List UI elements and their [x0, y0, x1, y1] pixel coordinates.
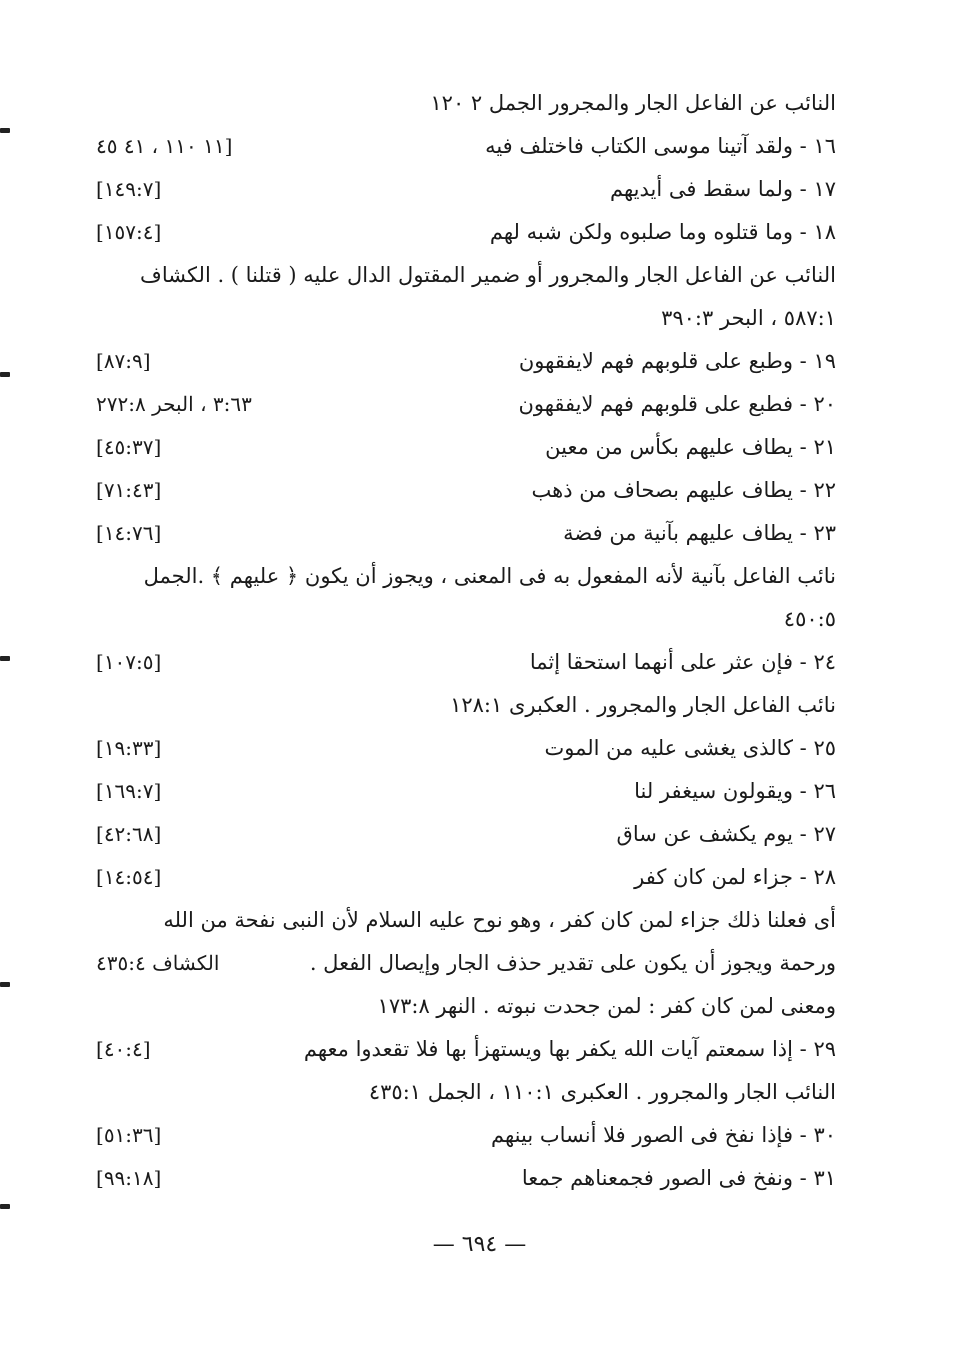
scan-edge-mark — [0, 982, 10, 987]
verse-text: ٢٩ - إذا سمعتم آيات الله يكفر بها ويستهزأ بها فلا تقعدوا معهم — [303, 1037, 836, 1061]
verse-entry — [96, 125, 836, 168]
verse-reference: [٤٥:٣٧] — [96, 435, 162, 459]
verse-text: ١٨ - وما قتلوه وما صلبوه ولكن شبه لهم — [489, 220, 836, 244]
verse-reference: [٤٢:٦٨] — [96, 822, 162, 846]
verse-reference: [٩٩:١٨] — [96, 1166, 162, 1190]
verse-text: ٢٠ - فطبع على قلوبهم فهم لايفقهون — [518, 392, 836, 416]
commentary-line: النائب الجار والمجرور . العكبرى ١١٠:١ ، الجمل ٤٣٥:١ — [368, 1080, 836, 1104]
page-number: — ٦٩٤ — — [432, 1232, 527, 1257]
verse-entry — [96, 168, 836, 211]
commentary-source: الكشاف ٤٣٥:٤ — [96, 951, 220, 975]
verse-entry — [96, 1114, 836, 1157]
verse-reference: [٥١:٣٦] — [96, 1123, 162, 1147]
verse-reference: [١٥٧:٤] — [96, 220, 162, 244]
verse-entry — [96, 856, 836, 899]
verse-reference: ٣:٦٣ ، البحر ٢٧٢:٨ — [96, 392, 252, 416]
commentary-line — [96, 942, 836, 985]
verse-text: ٢٤ - فإن عثر على أنهما استحقا إثما — [529, 650, 836, 674]
commentary-text: ورحمة ويجوز أن يكون على تقدير حذف الجار وإيصال الفعل . — [309, 951, 836, 975]
verse-reference: [١٦٩:٧] — [96, 779, 162, 803]
commentary-line: ومعنى لمن كان كفر : لمن جحدت نبوته . النهر ١٧٣:٨ — [377, 994, 836, 1018]
verse-reference: [١٤:٥٤] — [96, 865, 162, 889]
scan-edge-mark — [0, 372, 10, 377]
verse-text: ٢٨ - جزاء لمن كان كفر — [634, 865, 836, 889]
verse-reference: [١٤:٧٦] — [96, 521, 162, 545]
verse-entry — [96, 211, 836, 254]
verse-entry — [96, 340, 836, 383]
verse-text: ١٧ - ولما سقط فى أيديهم — [609, 177, 836, 201]
verse-entry — [96, 426, 836, 469]
verse-text: ٢٢ - يطاف عليهم بصحاف من ذهب — [531, 478, 836, 502]
scan-edge-mark — [0, 1204, 10, 1209]
verse-entry — [96, 512, 836, 555]
verse-reference: [٤٠:٤] — [96, 1037, 151, 1061]
verse-text: ٢٧ - يوم يكشف عن ساق — [616, 822, 836, 846]
commentary-line: ٤٥٠:٥ — [783, 607, 836, 631]
commentary-line: نائب الفاعل بآنية لأنه المفعول به فى المعنى ، ويجوز أن يكون ﴿ عليهم ﴾ .الجمل — [143, 564, 836, 588]
scan-edge-mark — [0, 656, 10, 661]
verse-entry — [96, 383, 836, 426]
verse-text: ٣١ - ونفخ فى الصور فجمعناهم جمعا — [521, 1166, 836, 1190]
commentary-line: النائب عن الفاعل الجار والمجرور أو ضمير المقتول الدال عليه ( قتلنا ) . الكشاف — [140, 263, 836, 287]
text-body — [96, 82, 836, 1200]
verse-entry — [96, 641, 836, 684]
verse-text: ١٦ - ولقد آتينا موسى الكتاب فاختلف فيه — [485, 134, 836, 158]
commentary-line: أى فعلنا ذلك جزاء لمن كان كفر ، وهو نوح عليه السلام لأن النبى نفحة من الله — [163, 908, 836, 932]
verse-entry — [96, 469, 836, 512]
verse-reference: [٧١:٤٣] — [96, 478, 162, 502]
verse-entry — [96, 770, 836, 813]
commentary-line: نائب الفاعل الجار والمجرور . العكبرى ١٢٨:١ — [450, 693, 836, 717]
verse-text: ٢٥ - كالذى يغشى عليه من الموت — [544, 736, 836, 760]
commentary-line: النائب عن الفاعل الجار والمجرور الجمل ٢ ١٢٠ — [430, 91, 836, 115]
verse-reference: [١٤٩:٧] — [96, 177, 162, 201]
verse-text: ٢٣ - يطاف عليهم بآنية من فضة — [563, 521, 836, 545]
verse-reference: [١٩:٣٣] — [96, 736, 162, 760]
verse-text: ٢١ - يطاف عليهم بكأس من معين — [545, 435, 836, 459]
verse-text: ١٩ - وطبع على قلوبهم فهم لايفقهون — [518, 349, 836, 373]
verse-entry — [96, 727, 836, 770]
verse-reference: [١٠٧:٥] — [96, 650, 162, 674]
verse-reference: [٨٧:٩] — [96, 349, 151, 373]
verse-text: ٢٦ - ويقولون سيغفر لنا — [634, 779, 836, 803]
verse-text: ٣٠ - فإذا نفخ فى الصور فلا أنساب بينهم — [490, 1123, 836, 1147]
commentary-line: ٥٨٧:١ ، البحر ٣٩٠:٣ — [661, 306, 836, 330]
verse-entry — [96, 813, 836, 856]
scan-edge-mark — [0, 128, 10, 133]
verse-entry — [96, 1028, 836, 1071]
verse-entry — [96, 1157, 836, 1200]
verse-reference: [١١ ١١٠ ، ٤١ ٤٥ — [96, 134, 233, 158]
